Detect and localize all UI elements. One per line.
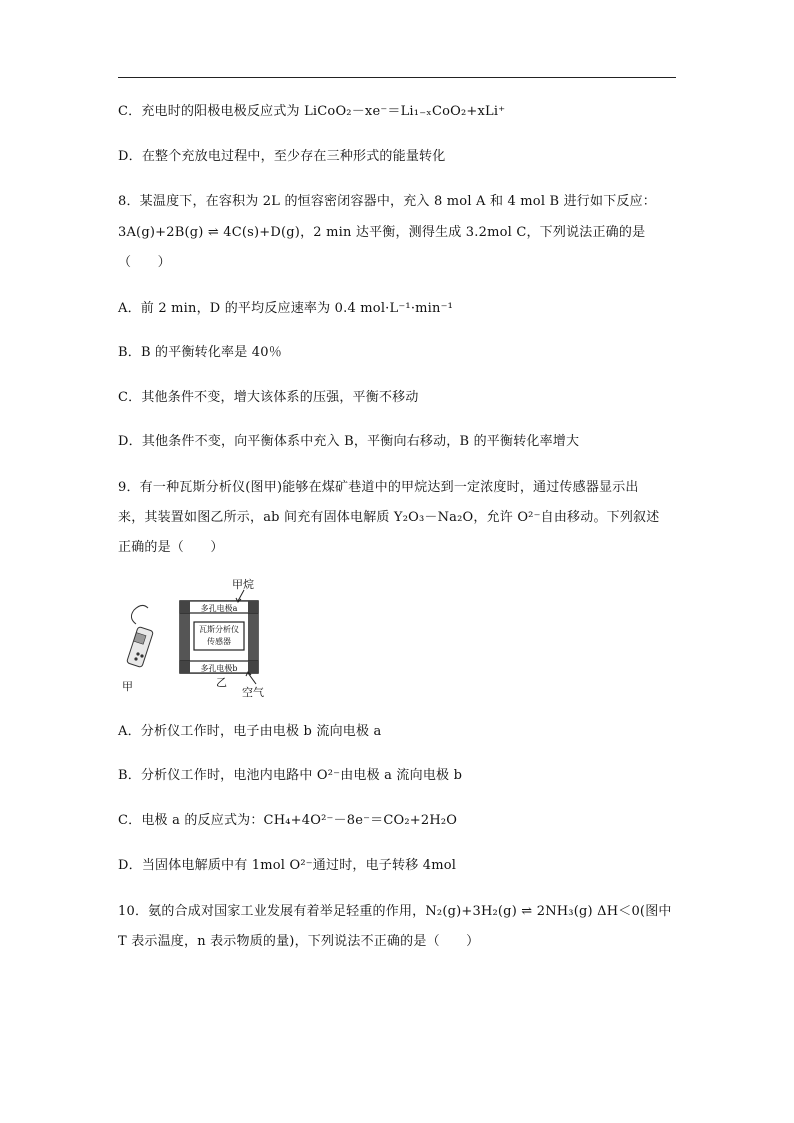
header-rule [118, 77, 676, 78]
air-label: 空气 [242, 686, 264, 699]
question-9-stem-1: 9．有一种瓦斯分析仪(图甲)能够在煤矿巷道中的甲烷达到一定浓度时，通过传感器显示出 [118, 480, 639, 495]
sensor-label-1: 瓦斯分析仪 [199, 625, 239, 634]
question-10-stem-2: T 表示温度，n 表示物质的量)，下列说法不正确的是（ ） [118, 934, 480, 949]
electrode-a-label: 多孔电极a [200, 604, 238, 613]
option-a-q9: A．分析仪工作时，电子由电极 b 流向电极 a [118, 724, 382, 739]
option-c-q7: C．充电时的阳极电极反应式为 LiCoO₂－xe⁻＝Li₁₋ₓCoO₂+xLi⁺ [118, 104, 506, 119]
question-9-stem-3: 正确的是（ ） [118, 540, 224, 555]
option-b-q8: B．B 的平衡转化率是 40％ [118, 345, 282, 360]
question-8-stem-2: 3A(g)+2B(g) ⇌ 4C(s)+D(g)，2 min 达平衡，测得生成 3.2mol C，下列说法正确的是 [118, 225, 646, 240]
question-8-stem-1: 8．某温度下，在容积为 2L 的恒容密闭容器中，充入 8 mol A 和 4 mol B 进行如下反应： [118, 194, 657, 209]
question-10-stem-1: 10．氨的合成对国家工业发展有着举足轻重的作用，N₂(g)+3H₂(g) ⇌ 2NH₃(g) ΔH＜0(图中 [118, 904, 672, 919]
figure-yi-label: 乙 [216, 676, 227, 689]
option-c-q9: C．电极 a 的反应式为：CH₄+4O²⁻－8e⁻＝CO₂+2H₂O [118, 813, 458, 828]
handheld-analyzer-icon [127, 605, 154, 667]
question-8-blank: （ ） [118, 255, 171, 270]
option-b-q9: B．分析仪工作时，电池内电路中 O²⁻由电极 a 流向电极 b [118, 768, 463, 783]
electrode-b-label: 多孔电极b [200, 664, 238, 673]
option-d-q9: D．当固体电解质中有 1mol O²⁻通过时，电子转移 4mol [118, 858, 457, 873]
methane-label: 甲烷 [232, 578, 254, 591]
figure-jia-label: 甲 [122, 680, 133, 693]
gas-analyzer-figure [118, 574, 278, 702]
option-d-q8: D．其他条件不变，向平衡体系中充入 B，平衡向右移动，B 的平衡转化率增大 [118, 434, 580, 449]
sensor-label-2: 传感器 [207, 637, 231, 646]
question-9-stem-2: 来，其装置如图乙所示，ab 间充有固体电解质 Y₂O₃－Na₂O，允许 O²⁻自由移动。下列叙述 [118, 510, 660, 525]
option-d-q7: D．在整个充放电过程中，至少存在三种形式的能量转化 [118, 149, 446, 164]
option-a-q8: A．前 2 min，D 的平均反应速率为 0.4 mol·L⁻¹·min⁻¹ [118, 301, 454, 316]
option-c-q8: C．其他条件不变，增大该体系的压强，平衡不移动 [118, 390, 419, 405]
